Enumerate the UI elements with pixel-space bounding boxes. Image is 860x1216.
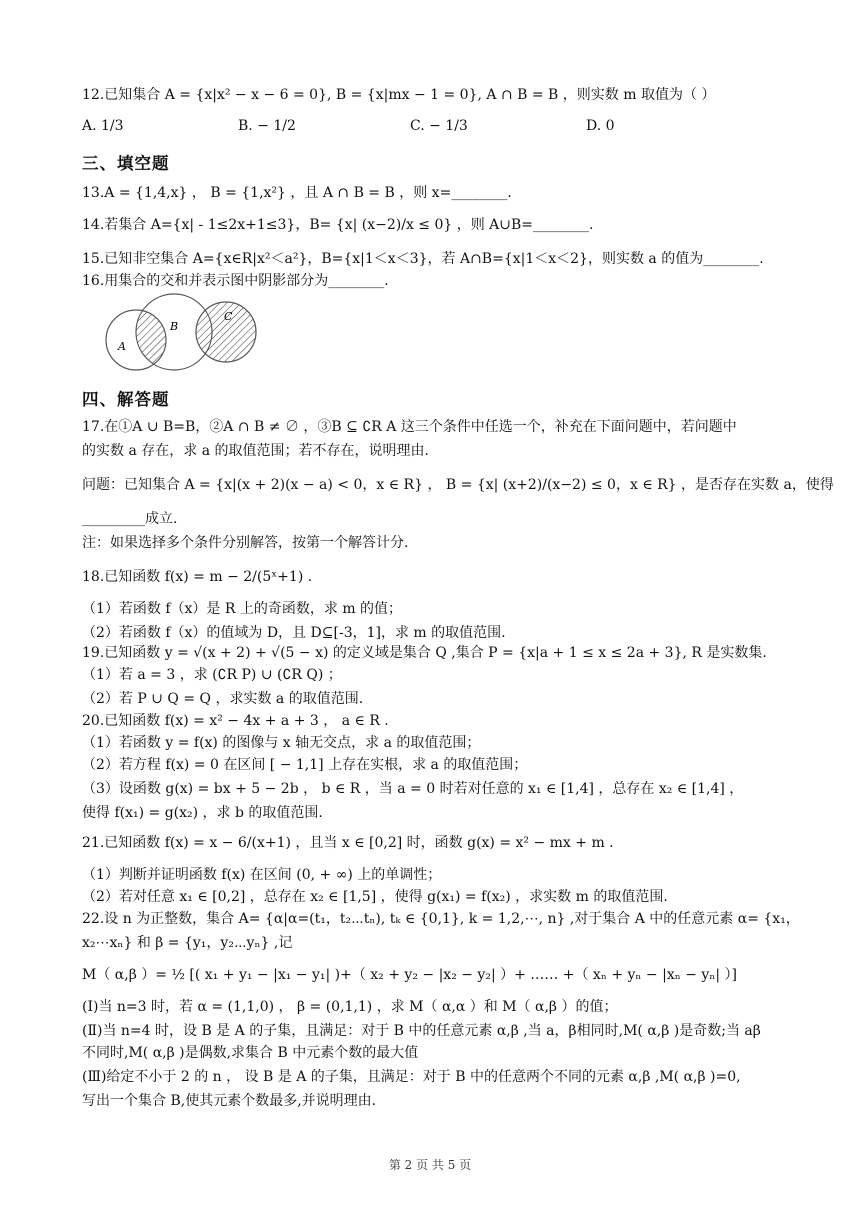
- venn-diagram: [96, 292, 266, 376]
- venn-label-b: B: [170, 320, 179, 333]
- question-22-part-3b: 写出一个集合 B,使其元素个数最多,并说明理由.: [82, 1093, 377, 1109]
- question-22-line-1: 22.设 n 为正整数，集合 A= {α|α=(t₁，t₂⋯tₙ), tₖ ∈ {0,1}, k = 1,2,⋯, n} ,对于集合 A 中的任意元素 α= {x₁，: [82, 911, 800, 927]
- question-21-stem: 21.已知函数 f(x) = x − 6/(x+1) ，且当 x ∈ [0,2] 时，函数 g(x) = x² − mx + m .: [82, 835, 614, 851]
- venn-label-c: C: [224, 310, 233, 323]
- question-17-line-3: 问题：已知集合 A = {x|(x + 2)(x − a) < 0，x ∈ R} ， B = {x| (x+2)/(x−2) ≤ 0，x ∈ R} ，是否存在实数 a，使得: [82, 477, 834, 493]
- question-17-line-1: 17.在①A ∪ B=B，②A ∩ B ≠ ∅ ，③B ⊆ ∁R A 这三个条件中任选一个，补充在下面问题中，若问题中: [82, 419, 737, 435]
- page-footer: 第 2 页 共 5 页: [388, 1158, 472, 1172]
- question-20-part-2: （2）若方程 f(x) = 0 在区间 [ − 1,1] 上存在实根，求 a 的取值范围；: [82, 757, 528, 773]
- question-21-part-2: （2）若对任意 x₁ ∈ [0,2] ，总存在 x₂ ∈ [1,5] ，使得 g(x₁) = f(x₂) ，求实数 m 的取值范围.: [82, 889, 668, 905]
- venn-label-a: A: [118, 340, 126, 353]
- question-20-stem: 20.已知函数 f(x) = x² − 4x + a + 3 ， a ∈ R .: [82, 713, 389, 729]
- question-22-formula: M（ α,β ）= ½ [( x₁ + y₁ − |x₁ − y₁| )+（ x₂ + y₂ − |x₂ − y₂| ）+ …… +（ xₙ + yₙ − |xₙ − yₙ| ）]: [82, 967, 738, 983]
- question-19-part-1: （1）若 a = 3 ，求 (∁R P) ∪ (∁R Q) ；: [82, 667, 342, 683]
- question-14: 14.若集合 A={x| ‑ 1≤2x+1≤3}，B= {x| (x−2)/x ≤ 0} ，则 A∪B=________.: [82, 217, 594, 233]
- question-22-part-1: (Ⅰ)当 n=3 时，若 α = (1,1,0) ， β = (0,1,1) ，求 M（ α,α ）和 M（ α,β ）的值；: [82, 999, 618, 1015]
- question-12-stem: 12.已知集合 A = {x|x² − x − 6 = 0}, B = {x|mx − 1 = 0}, A ∩ B = B ，则实数 m 取值为（ ）: [82, 87, 716, 103]
- question-17-note: 注：如果选择多个条件分别解答，按第一个解答计分.: [82, 535, 409, 551]
- question-21-part-1: （1）判断并证明函数 f(x) 在区间 (0, + ∞) 上的单调性；: [82, 867, 442, 883]
- q12-option-c: C. − 1/3: [410, 118, 468, 134]
- question-22-part-2a: (Ⅱ)当 n=4 时，设 B 是 A 的子集，且满足：对于 B 中的任意元素 α,β ,当 a，β相同时,M( α,β )是奇数;当 aβ: [82, 1023, 761, 1039]
- question-18-part-1: （1）若函数 f（x）是 R 上的奇函数，求 m 的值；: [82, 601, 403, 617]
- question-17-line-2: 的实数 a 存在，求 a 的取值范围；若不存在，说明理由.: [82, 443, 429, 459]
- question-20-part-4: 使得 f(x₁) = g(x₂) ，求 b 的取值范围.: [82, 805, 323, 821]
- section-3-title: 三、填空题: [82, 154, 170, 173]
- question-20-part-3: （3）设函数 g(x) = bx + 5 − 2b ， b ∈ R ，当 a = 0 时若对任意的 x₁ ∈ [1,4] ，总存在 x₂ ∈ [1,4] ，: [82, 781, 744, 797]
- q12-option-a: A. 1/3: [82, 118, 124, 134]
- question-13: 13.A = {1,4,x} ， B = {1,x²} ，且 A ∩ B = B ，则 x=________.: [82, 185, 512, 201]
- question-15: 15.已知非空集合 A={x∈R|x²＜a²}，B={x|1＜x＜3}，若 A∩B={x|1＜x＜2}，则实数 a 的值为________.: [82, 251, 764, 267]
- q12-option-b: B. − 1/2: [238, 118, 296, 134]
- question-19-stem: 19.已知函数 y = √(x + 2) + √(5 − x) 的定义域是集合 Q ,集合 P = {x|a + 1 ≤ x ≤ 2a + 3}, R 是实数集.: [82, 645, 767, 661]
- question-18-part-2: （2）若函数 f（x）的值域为 D，且 D⊆[-3，1]，求 m 的取值范围.: [82, 625, 506, 641]
- question-22-line-2: x₂⋯xₙ} 和 β = {y₁，y₂⋯yₙ} ,记: [82, 935, 293, 951]
- question-22-part-3a: (Ⅲ)给定不小于 2 的 n ， 设 B 是 A 的子集，且满足：对于 B 中的任意两个不同的元素 α,β ,M( α,β )=0,: [82, 1069, 741, 1085]
- question-20-part-1: （1）若函数 y = f(x) 的图像与 x 轴无交点，求 a 的取值范围；: [82, 735, 481, 751]
- question-22-part-2b: 不同时,M( α,β )是偶数,求集合 B 中元素个数的最大值: [82, 1045, 419, 1061]
- section-4-title: 四、解答题: [82, 390, 170, 409]
- q12-option-d: D. 0: [586, 118, 615, 134]
- question-18-stem: 18.已知函数 f(x) = m − 2/(5ˣ+1) .: [82, 569, 313, 585]
- question-16: 16.用集合的交和并表示图中阴影部分为________.: [82, 273, 389, 289]
- question-17-line-4: _________成立.: [82, 511, 178, 527]
- question-19-part-2: （2）若 P ∪ Q = Q ，求实数 a 的取值范围.: [82, 691, 364, 707]
